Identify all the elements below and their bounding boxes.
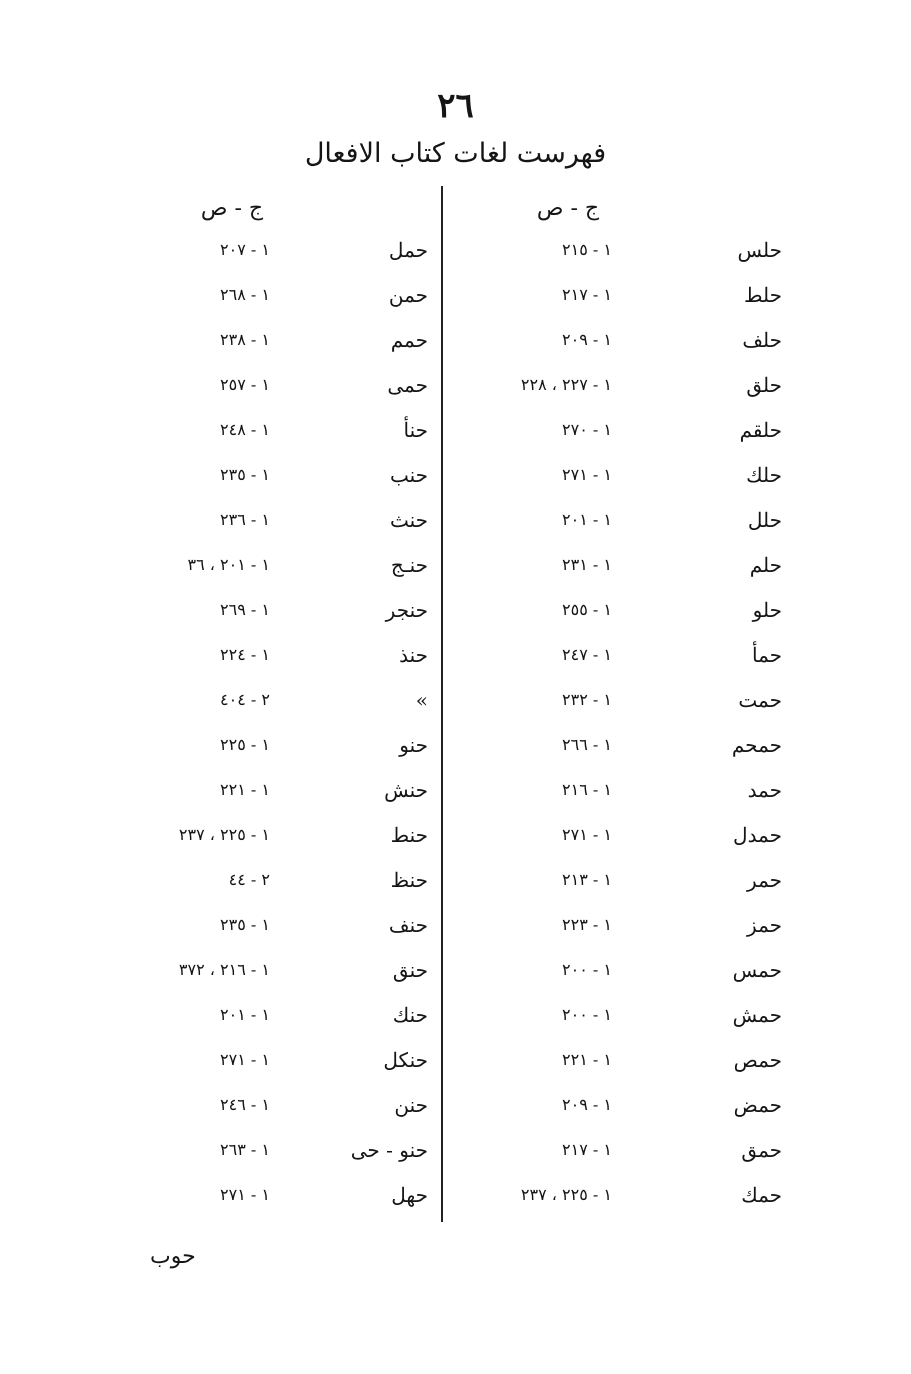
- entry-word: »: [415, 688, 428, 712]
- entry-reference: ١ - ٢٢٥ ، ٢٣٧: [178, 825, 270, 844]
- index-entry: [108, 868, 438, 913]
- entry-reference: ١ - ٢٢١: [562, 1050, 612, 1069]
- entry-reference: ١ - ٢٦٩: [220, 600, 270, 619]
- entry-reference: ١ - ٢٠١: [220, 1005, 270, 1024]
- index-entry: [452, 373, 782, 418]
- entry-reference: ١ - ٢٠١ ، ٣٦: [187, 555, 270, 574]
- entry-reference: ١ - ٢٢٤: [220, 645, 270, 664]
- entry-word: حمص: [733, 1048, 782, 1072]
- entry-reference: ١ - ٢٤٧: [562, 645, 612, 664]
- entry-reference: ١ - ٢٧١: [562, 465, 612, 484]
- entry-reference: ١ - ٢٦٦: [562, 735, 612, 754]
- index-entry: [108, 958, 438, 1003]
- entry-reference: ١ - ٢٣٥: [220, 915, 270, 934]
- entry-reference: ١ - ٢٢٧ ، ٢٢٨: [520, 375, 612, 394]
- index-entry: [108, 1003, 438, 1048]
- entry-word: حنف: [388, 913, 428, 937]
- index-entry: [452, 733, 782, 778]
- index-column-left: [108, 238, 438, 1228]
- index-entry: [452, 958, 782, 1003]
- entry-reference: ١ - ٢٦٣: [220, 1140, 270, 1159]
- index-entry: [452, 508, 782, 553]
- entry-word: حلك: [746, 463, 782, 487]
- entry-word: حنك: [392, 1003, 428, 1027]
- entry-reference: ١ - ٢٧١: [562, 825, 612, 844]
- index-entry: [452, 328, 782, 373]
- entry-word: حمر: [747, 868, 782, 892]
- entry-reference: ١ - ٢١٧: [562, 1140, 612, 1159]
- index-entry: [452, 463, 782, 508]
- index-entry: [452, 1003, 782, 1048]
- index-entry: [108, 598, 438, 643]
- entry-reference: ١ - ٢٦٨: [220, 285, 270, 304]
- index-entry: [108, 1048, 438, 1093]
- entry-word: حنط: [390, 823, 428, 847]
- entry-reference: ١ - ٢١٦ ، ٣٧٢: [178, 960, 270, 979]
- entry-word: حنظ: [390, 868, 428, 892]
- catchword: حوب: [150, 1244, 196, 1269]
- entry-reference: ١ - ٢١٥: [562, 240, 612, 259]
- entry-reference: ١ - ٢١٦: [562, 780, 612, 799]
- index-entry: [108, 823, 438, 868]
- entry-word: حمز: [747, 913, 782, 937]
- index-entry: [108, 328, 438, 373]
- entry-word: حنش: [384, 778, 428, 802]
- entry-reference: ١ - ٢١٧: [562, 285, 612, 304]
- index-entry: [452, 823, 782, 868]
- index-entry: [108, 283, 438, 328]
- index-entry: [108, 553, 438, 598]
- entry-reference: ١ - ٢٠٠: [562, 960, 612, 979]
- entry-word: حلم: [749, 553, 782, 577]
- entry-word: حمد: [747, 778, 782, 802]
- entry-reference: ١ - ٢٣١: [562, 555, 612, 574]
- entry-reference: ١ - ٢٢٥: [220, 735, 270, 754]
- entry-reference: ١ - ٢٠٠: [562, 1005, 612, 1024]
- entry-word: حنب: [389, 463, 428, 487]
- entry-word: حمض: [733, 1093, 782, 1117]
- entry-reference: ١ - ٢٧١: [220, 1185, 270, 1204]
- index-entry: [452, 553, 782, 598]
- index-entry: [108, 1093, 438, 1138]
- index-entry: [108, 1183, 438, 1228]
- entry-word: حمق: [741, 1138, 782, 1162]
- entry-word: حمش: [732, 1003, 782, 1027]
- index-entry: [108, 913, 438, 958]
- entry-word: حمل: [388, 238, 428, 262]
- entry-word: حمحم: [731, 733, 782, 757]
- entry-reference: ١ - ٢٠٩: [562, 330, 612, 349]
- entry-word: حنن: [394, 1093, 428, 1117]
- index-entry: [108, 508, 438, 553]
- index-entry: [452, 913, 782, 958]
- entry-word: حمك: [741, 1183, 782, 1207]
- entry-reference: ١ - ٢٣٥: [220, 465, 270, 484]
- entry-word: حلو: [752, 598, 782, 622]
- index-entry: [452, 778, 782, 823]
- index-entry: [108, 1138, 438, 1183]
- index-entry: [452, 598, 782, 643]
- entry-word: حلط: [744, 283, 782, 307]
- entry-word: حمدل: [733, 823, 782, 847]
- column-header-right: ج - ص: [536, 196, 600, 221]
- entry-reference: ١ - ٢٠١: [562, 510, 612, 529]
- index-entry: [108, 238, 438, 283]
- index-entry: [452, 688, 782, 733]
- index-entry: [108, 688, 438, 733]
- index-entry: [108, 463, 438, 508]
- entry-word: حنث: [389, 508, 428, 532]
- index-entry: [452, 1093, 782, 1138]
- entry-word: حهل: [391, 1183, 428, 1207]
- entry-reference: ٢ - ٤٤: [228, 870, 270, 889]
- entry-word: حلس: [737, 238, 782, 262]
- entry-reference: ١ - ٢٥٥: [562, 600, 612, 619]
- index-entry: [108, 643, 438, 688]
- entry-word: حمن: [388, 283, 428, 307]
- index-entry: [452, 418, 782, 463]
- entry-word: حنق: [392, 958, 428, 982]
- page-number: ٢٦: [437, 86, 474, 126]
- entry-word: حلق: [746, 373, 782, 397]
- page-title: فهرست لغات کتاب الافعال: [304, 138, 607, 169]
- entry-word: حلل: [747, 508, 782, 532]
- index-entry: [452, 1183, 782, 1228]
- index-entry: [452, 238, 782, 283]
- entry-word: حمأ: [751, 643, 782, 667]
- index-entry: [452, 643, 782, 688]
- entry-reference: ١ - ٢٤٦: [220, 1095, 270, 1114]
- index-entry: [452, 1048, 782, 1093]
- entry-reference: ١ - ٢٧١: [220, 1050, 270, 1069]
- entry-reference: ١ - ٢٠٩: [562, 1095, 612, 1114]
- index-entry: [108, 733, 438, 778]
- entry-word: حمت: [738, 688, 782, 712]
- entry-word: حنو: [399, 733, 428, 757]
- entry-reference: ١ - ٢٢٣: [562, 915, 612, 934]
- index-entry: [452, 1138, 782, 1183]
- entry-reference: ١ - ٢٢١: [220, 780, 270, 799]
- entry-word: حلف: [742, 328, 782, 352]
- entry-word: حمس: [732, 958, 782, 982]
- index-entry: [452, 868, 782, 913]
- entry-word: حنذ: [399, 643, 428, 667]
- entry-word: حلقم: [739, 418, 782, 442]
- entry-word: حنو - حى: [350, 1138, 428, 1162]
- index-column-right: [452, 238, 782, 1228]
- entry-word: حنكل: [383, 1048, 428, 1072]
- entry-reference: ١ - ٢٣٦: [220, 510, 270, 529]
- index-entry: [108, 373, 438, 418]
- entry-word: حنجر: [385, 598, 428, 622]
- entry-word: حمى: [387, 373, 428, 397]
- index-entry: [108, 778, 438, 823]
- entry-reference: ١ - ٢٥٧: [220, 375, 270, 394]
- entry-reference: ١ - ٢٠٧: [220, 240, 270, 259]
- entry-reference: ١ - ٢٣٨: [220, 330, 270, 349]
- column-divider: [441, 186, 443, 1222]
- index-entry: [452, 283, 782, 328]
- entry-reference: ١ - ٢٢٥ ، ٢٣٧: [520, 1185, 612, 1204]
- entry-word: حنأ: [403, 418, 428, 442]
- entry-reference: ١ - ٢٤٨: [220, 420, 270, 439]
- entry-reference: ١ - ٢٧٠: [562, 420, 612, 439]
- index-entry: [108, 418, 438, 463]
- entry-word: حمم: [390, 328, 428, 352]
- entry-reference: ١ - ٢١٣: [562, 870, 612, 889]
- entry-word: حنـج: [390, 553, 428, 577]
- column-header-left: ج - ص: [200, 196, 264, 221]
- entry-reference: ١ - ٢٣٢: [562, 690, 612, 709]
- entry-reference: ٢ - ٤٠٤: [220, 690, 270, 709]
